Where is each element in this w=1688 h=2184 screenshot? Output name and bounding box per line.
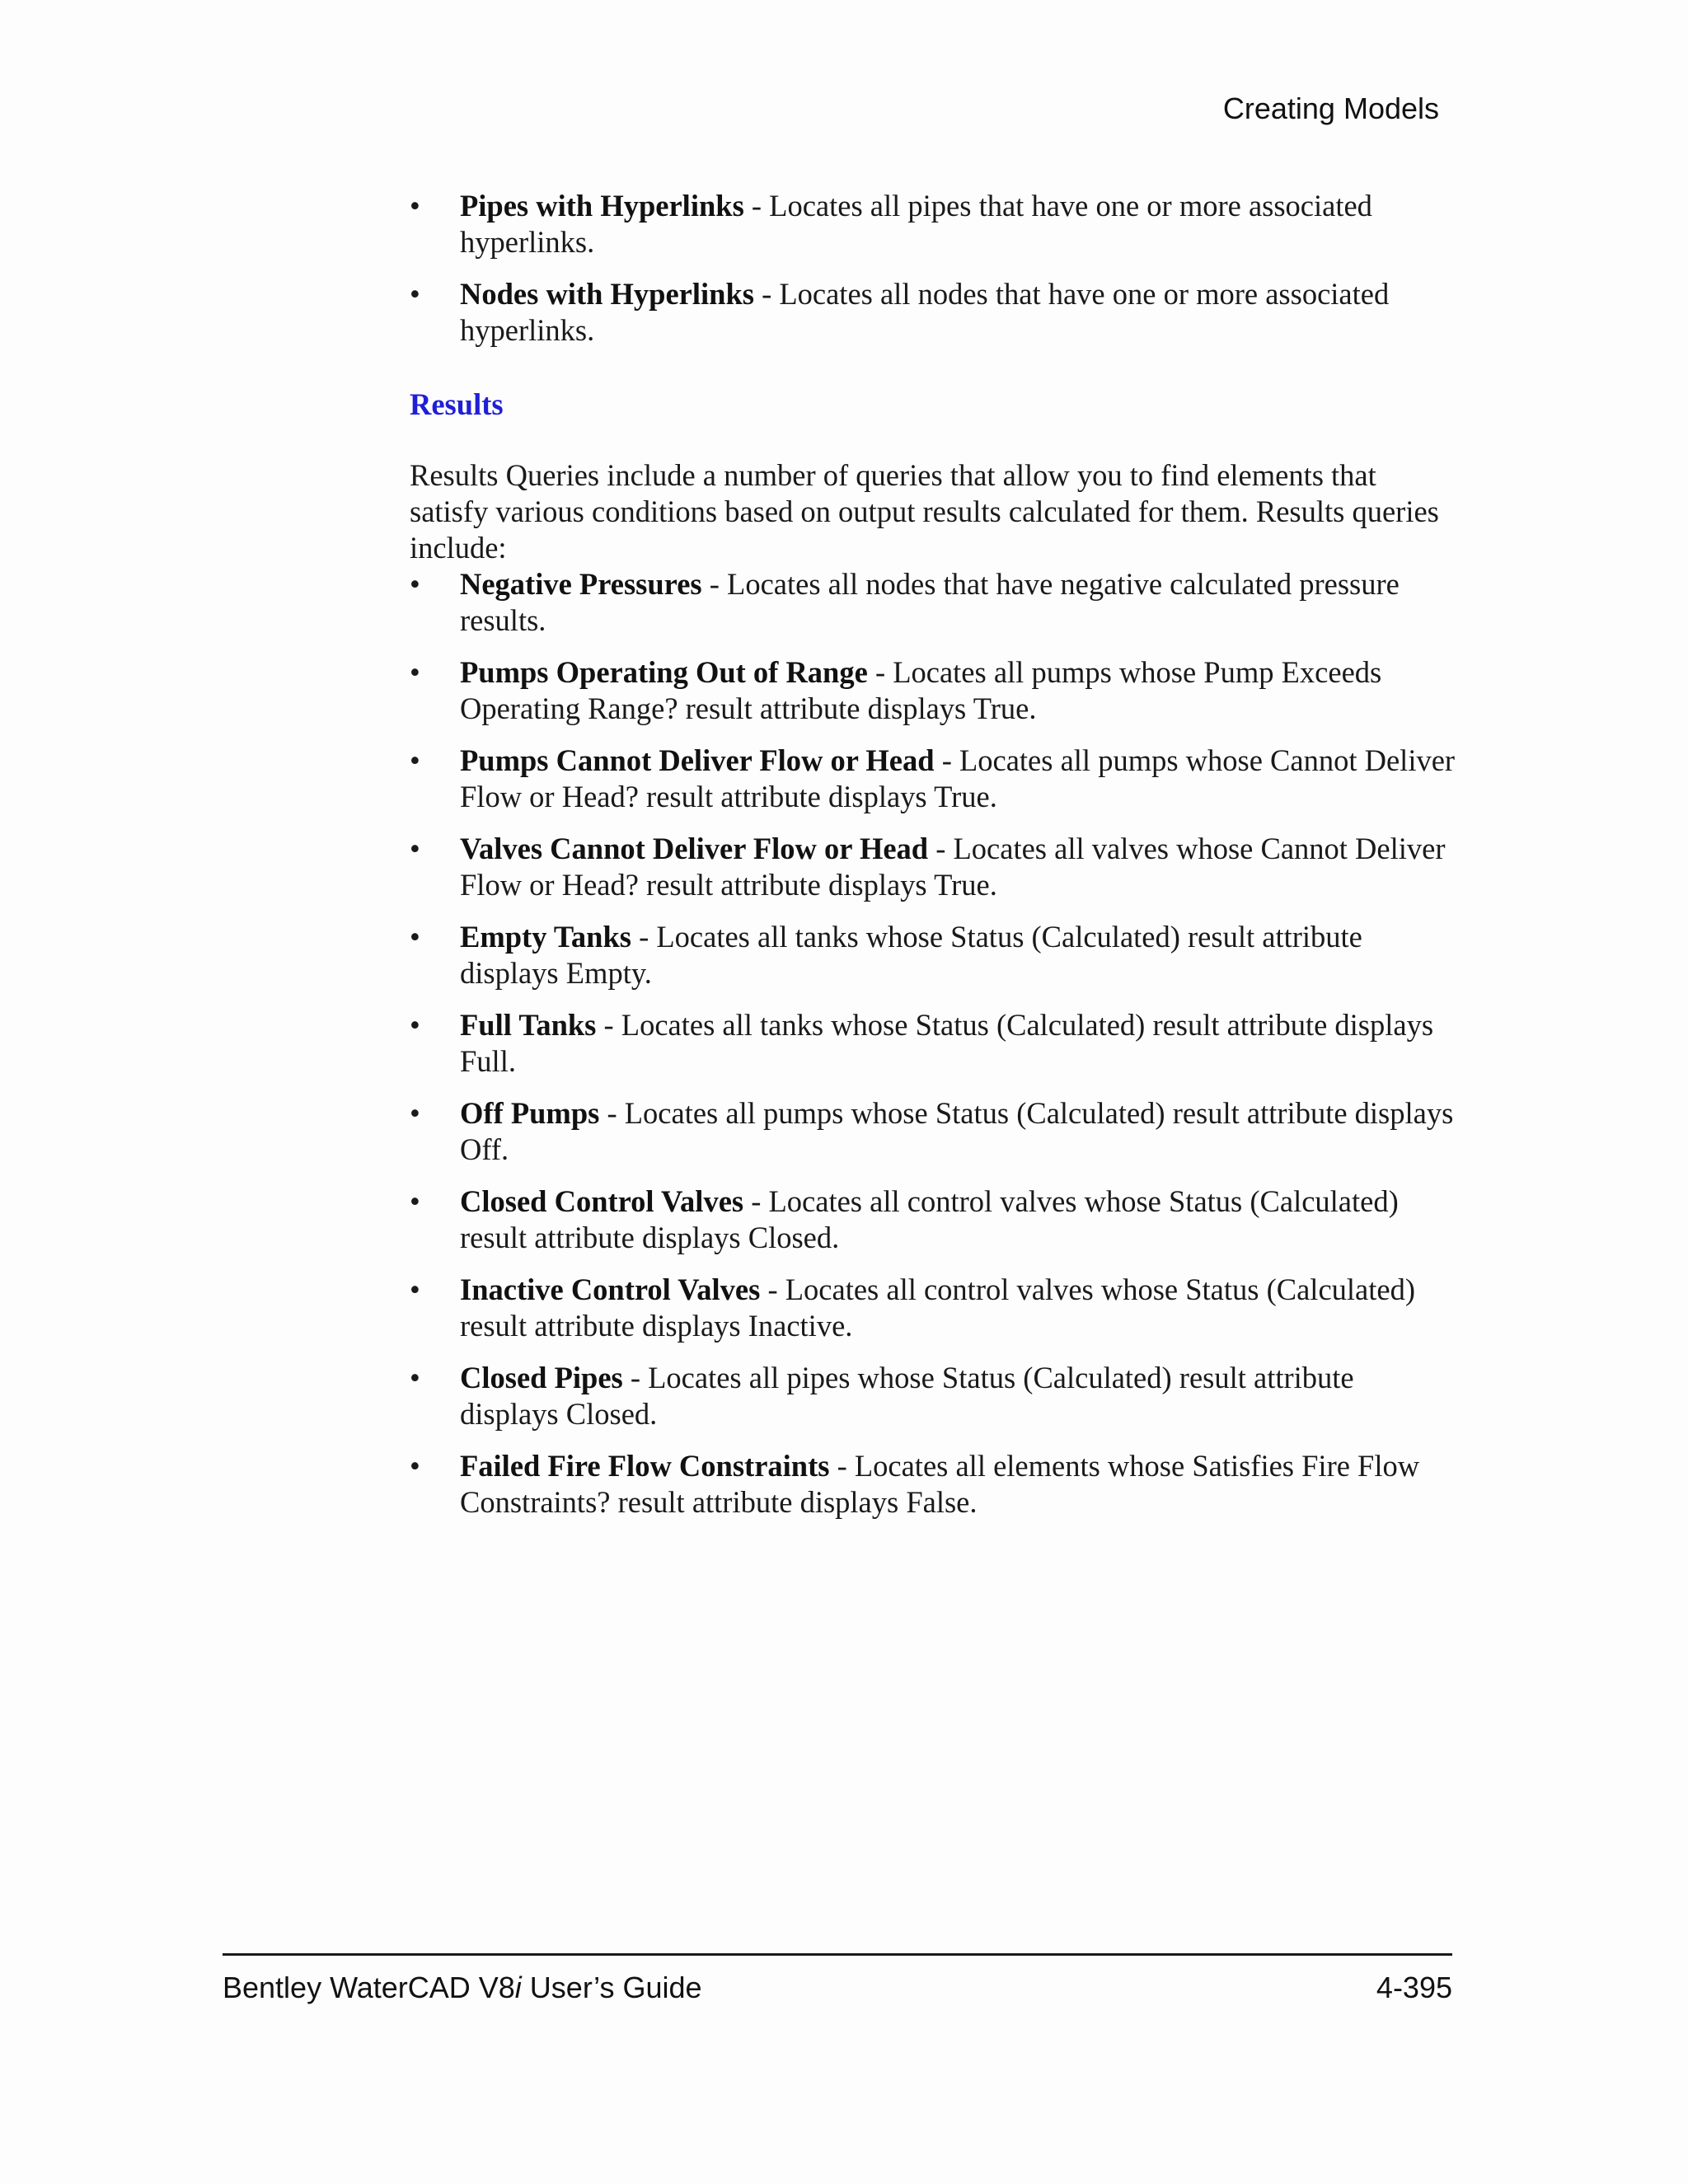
- list-item: [410, 654, 1456, 727]
- footer-page-number: 4-395: [1376, 1971, 1452, 2004]
- list-item: [410, 1095, 1456, 1168]
- query-description: - Locates all tanks whose Status (Calculated) result attribute displays Empty.: [460, 920, 1362, 990]
- query-description: - Locates all nodes that have negative calculated pressure results.: [460, 567, 1400, 637]
- list-item: [410, 1007, 1456, 1080]
- bullet-icon: •: [410, 1449, 420, 1483]
- footer-guide-title-italic: i: [514, 1971, 522, 2004]
- query-term: Closed Control Valves: [460, 1184, 744, 1218]
- running-header-title: Creating Models: [1222, 91, 1439, 125]
- query-description: - Locates all nodes that have one or more associated hyperlinks.: [460, 277, 1390, 347]
- bullet-icon: •: [410, 1184, 420, 1218]
- results-intro-paragraph: Results Queries include a number of queries that allow you to find elements that satisfy various conditions based on output results calculated for them. Results queries include:: [410, 458, 1439, 565]
- query-term: Pumps Cannot Deliver Flow or Head: [460, 743, 935, 777]
- query-description: - Locates all valves whose Cannot Deliver Flow or Head? result attribute displays True.: [460, 832, 1446, 902]
- query-term: Full Tanks: [460, 1008, 597, 1042]
- query-term: Closed Pipes: [460, 1361, 623, 1394]
- query-term: Inactive Control Valves: [460, 1272, 761, 1306]
- bullet-icon: •: [410, 567, 420, 601]
- query-term: Negative Pressures: [460, 567, 702, 601]
- footer-divider: [223, 1953, 1452, 1956]
- query-description: - Locates all pipes that have one or more associated hyperlinks.: [460, 189, 1372, 259]
- list-item: [410, 919, 1456, 991]
- bullet-icon: •: [410, 1272, 420, 1306]
- list-item: [410, 1360, 1456, 1432]
- footer-guide-title: [223, 1971, 702, 2004]
- list-item: [410, 566, 1456, 639]
- query-description: - Locates all pumps whose Pump Exceeds Operating Range? result attribute displays True.: [460, 655, 1382, 725]
- query-description: - Locates all pipes whose Status (Calculated) result attribute displays Closed.: [460, 1361, 1354, 1431]
- bullet-icon: •: [410, 743, 420, 777]
- results-queries-list: [410, 566, 1456, 1521]
- query-term: Failed Fire Flow Constraints: [460, 1449, 830, 1483]
- results-section-heading: Results: [410, 387, 504, 421]
- list-item: [410, 1448, 1456, 1521]
- hyperlink-queries-list: [410, 188, 1456, 349]
- footer-guide-title-suffix: User’s Guide: [521, 1971, 702, 2004]
- query-term: Nodes with Hyperlinks: [460, 277, 754, 311]
- bullet-icon: •: [410, 277, 420, 311]
- query-description: - Locates all pumps whose Cannot Deliver Flow or Head? result attribute displays True.: [460, 743, 1456, 813]
- query-term: Pumps Operating Out of Range: [460, 655, 868, 689]
- bullet-icon: •: [410, 920, 420, 954]
- bullet-icon: •: [410, 832, 420, 865]
- query-description: - Locates all pumps whose Status (Calculated) result attribute displays Off.: [460, 1096, 1454, 1166]
- list-item: [410, 276, 1456, 349]
- bullet-icon: •: [410, 189, 420, 223]
- query-description: - Locates all tanks whose Status (Calculated) result attribute displays Full.: [460, 1008, 1434, 1078]
- list-item: [410, 188, 1456, 260]
- query-term: Empty Tanks: [460, 920, 631, 954]
- footer-guide-title-main: Bentley WaterCAD V8: [223, 1971, 515, 2004]
- query-description: - Locates all control valves whose Status (Calculated) result attribute displays Closed.: [460, 1184, 1399, 1254]
- query-description: - Locates all elements whose Satisfies Fire Flow Constraints? result attribute displays False.: [460, 1449, 1420, 1519]
- page-body: [410, 188, 1456, 1521]
- query-term: Off Pumps: [460, 1096, 600, 1130]
- list-item: [410, 831, 1456, 903]
- bullet-icon: •: [410, 1008, 420, 1042]
- bullet-icon: •: [410, 1096, 420, 1130]
- query-description: - Locates all control valves whose Status (Calculated) result attribute displays Inactive.: [460, 1272, 1415, 1343]
- query-term: Pipes with Hyperlinks: [460, 189, 744, 223]
- query-term: Valves Cannot Deliver Flow or Head: [460, 832, 929, 865]
- list-item: [410, 743, 1456, 815]
- bullet-icon: •: [410, 655, 420, 689]
- bullet-icon: •: [410, 1361, 420, 1394]
- list-item: [410, 1272, 1456, 1344]
- list-item: [410, 1183, 1456, 1256]
